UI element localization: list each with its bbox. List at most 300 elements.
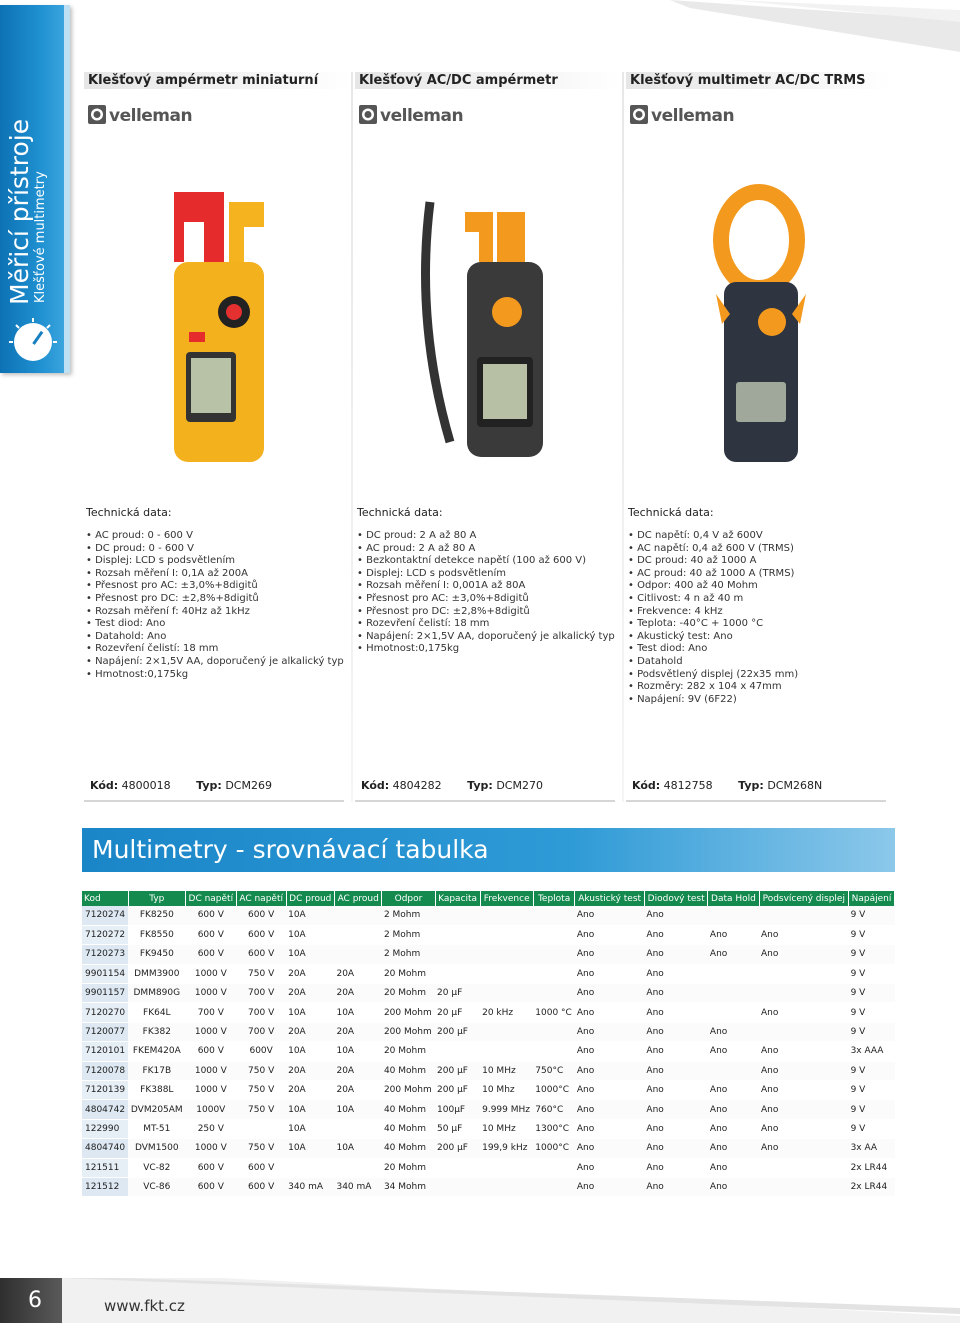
table-cell: 250 V (185, 1119, 236, 1138)
table-cell (480, 1177, 533, 1196)
table-cell (480, 964, 533, 983)
table-cell: 20A (286, 984, 334, 1003)
tech-data-heading: Technická data: (86, 506, 172, 519)
table-row (82, 906, 895, 925)
table-cell: 7120077 (82, 1022, 128, 1041)
table-cell: 121511 (82, 1158, 128, 1177)
table-row (82, 1042, 895, 1061)
table-cell: Ano (759, 1100, 849, 1119)
table-cell: 10A (286, 925, 334, 944)
table-cell: 700 V (185, 1003, 236, 1022)
table-cell: 750°C (533, 1061, 575, 1080)
table-cell: Ano (575, 1003, 645, 1022)
table-cell: 600 V (185, 925, 236, 944)
table-cell: Ano (708, 1042, 759, 1061)
column-header: Napájení (849, 891, 895, 906)
table-cell (759, 984, 849, 1003)
table-cell: Ano (759, 1139, 849, 1158)
table-cell (334, 1119, 381, 1138)
table-cell: 20A (286, 1022, 334, 1041)
table-cell: Ano (759, 1042, 849, 1061)
table-cell: 1000 V (185, 1022, 236, 1041)
type-label: Typ: (738, 779, 764, 792)
table-cell: 20 µF (435, 1003, 480, 1022)
table-cell: Ano (575, 1177, 645, 1196)
table-row (82, 1081, 895, 1100)
table-cell: 700 V (236, 984, 286, 1003)
table-cell: FK64L (128, 1003, 185, 1022)
spec-item: • Napájení: 2×1,5V AA, doporučený je alkalický typ (86, 656, 348, 669)
table-cell: 1000°C (533, 1139, 575, 1158)
table-cell: Ano (708, 1081, 759, 1100)
table-cell (533, 964, 575, 983)
table-cell: Ano (575, 1139, 645, 1158)
spec-item: • Přesnost pro AC: ±3,0%+8digitů (86, 580, 348, 593)
table-cell: Ano (708, 945, 759, 964)
table-header-row (82, 891, 895, 906)
table-cell: 750 V (236, 964, 286, 983)
table-cell: Ano (575, 964, 645, 983)
spec-item: • Napájení: 9V (6F22) (628, 694, 890, 707)
product-column-1 (84, 72, 350, 802)
table-cell: 9 V (849, 925, 895, 944)
table-cell: 10 Mhz (480, 1081, 533, 1100)
product-code: 4804282 (392, 779, 442, 792)
table-cell: 9.999 MHz (480, 1100, 533, 1119)
table-cell: MT-51 (128, 1119, 185, 1138)
column-header: Akustický test (575, 891, 645, 906)
product-title: Klešťový multimetr AC/DC TRMS (626, 72, 892, 89)
table-cell: 40 Mohm (382, 1100, 435, 1119)
table-cell: Ano (644, 1119, 708, 1138)
spec-item: • Rozsah měření I: 0,001A až 80A (357, 580, 619, 593)
table-cell: Ano (644, 1081, 708, 1100)
footer-decoration (62, 1278, 960, 1323)
table-cell: 200 µF (435, 1022, 480, 1041)
table-cell (334, 925, 381, 944)
table-cell (435, 964, 480, 983)
product-code: 4800018 (121, 779, 171, 792)
table-cell (533, 925, 575, 944)
table-cell: Ano (759, 1081, 849, 1100)
column-header: Odpor (382, 891, 435, 906)
table-cell: 10A (286, 1100, 334, 1119)
gauge-icon (14, 323, 52, 361)
table-cell (533, 945, 575, 964)
table-cell: 20A (286, 1061, 334, 1080)
table-cell: 9 V (849, 1100, 895, 1119)
table-cell: Ano (575, 906, 645, 925)
svg-text:velleman: velleman (651, 106, 735, 126)
tech-data-heading: Technická data: (357, 506, 443, 519)
table-cell: 40 Mohm (382, 1061, 435, 1080)
table-cell (708, 984, 759, 1003)
table-cell: 200 Mohm (382, 1022, 435, 1041)
table-cell: Ano (575, 945, 645, 964)
table-cell: FK9450 (128, 945, 185, 964)
spec-item: • Teplota: -40°C + 1000 °C (628, 618, 890, 631)
table-cell (533, 1042, 575, 1061)
table-cell: Ano (708, 1177, 759, 1196)
table-row (82, 964, 895, 983)
table-cell: Ano (575, 925, 645, 944)
table-cell: 600 V (185, 945, 236, 964)
table-cell: 50 µF (435, 1119, 480, 1138)
table-cell: 7120274 (82, 906, 128, 925)
spec-item: • Test diod: Ano (86, 618, 348, 631)
table-cell: 9 V (849, 945, 895, 964)
type-label: Typ: (196, 779, 222, 792)
table-cell: Ano (575, 1158, 645, 1177)
table-cell (533, 984, 575, 1003)
table-cell: 200 µF (435, 1139, 480, 1158)
table-cell: Ano (644, 945, 708, 964)
product-code-row (361, 779, 543, 792)
spec-item: • AC proud: 0 - 600 V (86, 530, 348, 543)
clamp-meter-image (385, 182, 585, 472)
table-row (82, 1177, 895, 1196)
table-cell: 7120139 (82, 1081, 128, 1100)
table-cell: DVM1500 (128, 1139, 185, 1158)
table-cell: 7120272 (82, 925, 128, 944)
table-cell: 1000V (185, 1100, 236, 1119)
tech-data-heading: Technická data: (628, 506, 714, 519)
svg-text:velleman: velleman (380, 106, 464, 126)
clamp-meter-image (656, 182, 856, 472)
table-cell: Ano (708, 1139, 759, 1158)
table-cell: FKEM420A (128, 1042, 185, 1061)
product-title: Klešťový ampérmetr miniaturní (84, 72, 350, 89)
table-cell: 1000 V (185, 1081, 236, 1100)
table-cell: Ano (644, 925, 708, 944)
table-cell (480, 925, 533, 944)
table-cell: Ano (708, 1158, 759, 1177)
table-cell (480, 945, 533, 964)
velleman-logo (88, 104, 202, 126)
table-cell: Ano (759, 925, 849, 944)
table-cell (759, 1177, 849, 1196)
spec-item: • Napájení: 2×1,5V AA, doporučený je alkalický typ (357, 631, 619, 644)
table-cell: Ano (644, 1158, 708, 1177)
table-cell (759, 1022, 849, 1041)
side-title (6, 119, 48, 305)
table-cell: Ano (708, 1022, 759, 1041)
table-cell: 2 Mohm (382, 906, 435, 925)
table-cell: Ano (575, 1042, 645, 1061)
table-cell: 1000 °C (533, 1003, 575, 1022)
table-cell: Ano (708, 1119, 759, 1138)
table-cell: Ano (708, 1100, 759, 1119)
table-cell: 10A (286, 1042, 334, 1061)
spec-item: • Rozevření čelistí: 18 mm (357, 618, 619, 631)
table-row (82, 1061, 895, 1080)
table-cell (435, 1177, 480, 1196)
table-cell (480, 1042, 533, 1061)
spec-item: • Přesnost pro DC: ±2,8%+8digitů (86, 593, 348, 606)
table-cell: DMM3900 (128, 964, 185, 983)
spec-item: • Hmotnost:0,175kg (86, 669, 348, 682)
table-cell (533, 1158, 575, 1177)
spec-list (86, 530, 348, 681)
column-header: DC napětí (185, 891, 236, 906)
table-cell: 600 V (236, 925, 286, 944)
table-row (82, 945, 895, 964)
table-cell: FK388L (128, 1081, 185, 1100)
product-code: 4812758 (663, 779, 713, 792)
table-cell (435, 906, 480, 925)
table-cell: DVM205AM (128, 1100, 185, 1119)
spec-item: • Bezkontaktní detekce napětí (100 až 600 V) (357, 555, 619, 568)
table-cell: 200 Mohm (382, 1003, 435, 1022)
table-cell: 10A (334, 1100, 381, 1119)
table-cell (759, 964, 849, 983)
spec-item: • Citlivost: 4 n až 40 m (628, 593, 890, 606)
table-cell: VC-86 (128, 1177, 185, 1196)
table-cell: 122990 (82, 1119, 128, 1138)
table-cell: 600 V (236, 945, 286, 964)
table-cell: Ano (759, 1061, 849, 1080)
column-header: Typ (128, 891, 185, 906)
table-cell: 600 V (236, 1158, 286, 1177)
table-cell (435, 1042, 480, 1061)
svg-text:velleman: velleman (109, 106, 193, 126)
table-cell: Ano (644, 984, 708, 1003)
table-cell (708, 1003, 759, 1022)
table-cell (759, 1158, 849, 1177)
table-cell: Ano (644, 1003, 708, 1022)
table-cell: 4804740 (82, 1139, 128, 1158)
velleman-logo (359, 104, 473, 126)
table-cell: 340 mA (286, 1177, 334, 1196)
column-header: AC proud (334, 891, 381, 906)
table-cell (708, 1061, 759, 1080)
table-cell: 1300°C (533, 1119, 575, 1138)
spec-item: • Displej: LCD s podsvětlením (86, 555, 348, 568)
spec-item: • Frekvence: 4 kHz (628, 606, 890, 619)
product-type: DCM270 (496, 779, 543, 792)
table-cell: Ano (644, 1100, 708, 1119)
table-cell: 10A (286, 1003, 334, 1022)
table-cell: 3x AA (849, 1139, 895, 1158)
table-row (82, 925, 895, 944)
table-cell: Ano (575, 1081, 645, 1100)
table-cell: 7120273 (82, 945, 128, 964)
table-cell: 9901154 (82, 964, 128, 983)
table-cell (334, 906, 381, 925)
table-cell: 700 V (236, 1003, 286, 1022)
table-cell: 20A (334, 1081, 381, 1100)
table-cell: 4804742 (82, 1100, 128, 1119)
table-cell: FK8250 (128, 906, 185, 925)
comparison-title: Multimetry - srovnávací tabulka (82, 828, 895, 872)
table-cell: 750 V (236, 1081, 286, 1100)
table-cell: Ano (708, 925, 759, 944)
section-title: Měřicí přístroje (5, 118, 34, 305)
table-cell (480, 906, 533, 925)
table-cell: 10A (286, 945, 334, 964)
table-cell: 600 V (236, 1177, 286, 1196)
table-cell: 3x AAA (849, 1042, 895, 1061)
table-row (82, 1022, 895, 1041)
table-cell: 1000 V (185, 1139, 236, 1158)
table-cell: 750 V (236, 1139, 286, 1158)
table-cell: 9 V (849, 1003, 895, 1022)
spec-item: • Datahold: Ano (86, 631, 348, 644)
table-cell: 20 Mohm (382, 964, 435, 983)
table-cell: 340 mA (334, 1177, 381, 1196)
table-cell: 9 V (849, 1081, 895, 1100)
table-row (82, 984, 895, 1003)
table-cell (480, 984, 533, 1003)
spec-item: • Přesnost pro DC: ±2,8%+8digitů (357, 606, 619, 619)
table-cell: 2x LR44 (849, 1158, 895, 1177)
column-header: DC proud (286, 891, 334, 906)
column-header: Kapacita (435, 891, 480, 906)
table-cell (236, 1119, 286, 1138)
table-cell: 20 Mohm (382, 984, 435, 1003)
table-cell: 600 V (185, 1042, 236, 1061)
table-cell: 20A (334, 1022, 381, 1041)
spec-item: • DC proud: 0 - 600 V (86, 543, 348, 556)
table-cell: 600V (236, 1042, 286, 1061)
table-cell: 20 µF (435, 984, 480, 1003)
spec-item: • Displej: LCD s podsvětlením (357, 568, 619, 581)
table-cell: 750 V (236, 1100, 286, 1119)
table-cell: 760°C (533, 1100, 575, 1119)
table-cell: DMM890G (128, 984, 185, 1003)
table-cell: 600 V (236, 906, 286, 925)
table-row (82, 1100, 895, 1119)
table-cell: 121512 (82, 1177, 128, 1196)
table-cell: 2 Mohm (382, 925, 435, 944)
table-row (82, 1139, 895, 1158)
spec-list (357, 530, 619, 656)
column-separator (351, 72, 353, 802)
table-cell: 34 Mohm (382, 1177, 435, 1196)
table-cell: FK8550 (128, 925, 185, 944)
table-cell: 1000 V (185, 984, 236, 1003)
table-cell: 1000°C (533, 1081, 575, 1100)
spec-item: • DC proud: 40 až 1000 A (628, 555, 890, 568)
table-cell: 10A (334, 1139, 381, 1158)
column-header: Teplota (533, 891, 575, 906)
table-cell: 600 V (185, 1158, 236, 1177)
table-cell: Ano (575, 1100, 645, 1119)
table-cell: FK17B (128, 1061, 185, 1080)
table-cell: 10 MHz (480, 1119, 533, 1138)
table-row (82, 1119, 895, 1138)
table-cell: 9 V (849, 1061, 895, 1080)
table-cell: 7120078 (82, 1061, 128, 1080)
spec-item: • Test diod: Ano (628, 643, 890, 656)
product-title: Klešťový AC/DC ampérmetr (355, 72, 621, 89)
table-cell: 9 V (849, 1119, 895, 1138)
table-cell: Ano (575, 1119, 645, 1138)
table-cell: Ano (644, 1022, 708, 1041)
table-cell: 1000 V (185, 1061, 236, 1080)
column-header: Frekvence (480, 891, 533, 906)
table-cell: Ano (644, 906, 708, 925)
product-column-3 (626, 72, 892, 802)
table-cell: Ano (644, 1042, 708, 1061)
spec-item: • Datahold (628, 656, 890, 669)
table-cell: 200 µF (435, 1061, 480, 1080)
clamp-meter-image (114, 182, 314, 472)
table-cell (533, 906, 575, 925)
table-cell: 750 V (236, 1061, 286, 1080)
table-cell (708, 964, 759, 983)
comparison-table (82, 891, 895, 1197)
section-subtitle: Klešťové multimetry (33, 171, 48, 303)
spec-item: • AC napětí: 0,4 až 600 V (TRMS) (628, 543, 890, 556)
table-row (82, 1158, 895, 1177)
product-code-row (632, 779, 822, 792)
spec-item: • Přesnost pro AC: ±3,0%+8digitů (357, 593, 619, 606)
spec-item: • AC proud: 2 A až 80 A (357, 543, 619, 556)
column-header: Podsvícený displej (759, 891, 849, 906)
table-cell: Ano (644, 1177, 708, 1196)
column-header: Kod (82, 891, 128, 906)
table-cell: 600 V (185, 906, 236, 925)
table-cell: 600 V (185, 1177, 236, 1196)
table-cell: Ano (644, 964, 708, 983)
table-cell: 20 Mohm (382, 1042, 435, 1061)
table-cell: 9 V (849, 1022, 895, 1041)
table-cell (435, 945, 480, 964)
side-tab (0, 5, 70, 373)
table-cell: 20A (334, 964, 381, 983)
table-cell: Ano (759, 945, 849, 964)
spec-item: • Rozsah měření f: 40Hz až 1kHz (86, 606, 348, 619)
table-cell: 199,9 kHz (480, 1139, 533, 1158)
table-cell: 10A (334, 1003, 381, 1022)
table-cell: 20A (334, 1061, 381, 1080)
page-number: 6 (0, 1278, 62, 1323)
table-cell: 200 Mohm (382, 1081, 435, 1100)
footer-band (62, 1278, 960, 1323)
table-row (82, 1003, 895, 1022)
spec-list (628, 530, 890, 706)
website-link[interactable]: www.fkt.cz (104, 1297, 185, 1315)
spec-item: • Rozevření čelistí: 18 mm (86, 643, 348, 656)
divider (355, 800, 615, 802)
table-cell: Ano (644, 1139, 708, 1158)
product-type: DCM269 (225, 779, 272, 792)
spec-item: • DC napětí: 0,4 V až 600V (628, 530, 890, 543)
spec-item: • Hmotnost:0,175kg (357, 643, 619, 656)
table-cell: 10 MHz (480, 1061, 533, 1080)
table-cell: FK382 (128, 1022, 185, 1041)
spec-item: • Akustický test: Ano (628, 631, 890, 644)
product-type: DCM268N (767, 779, 823, 792)
spec-item: • Odpor: 400 až 40 Mohm (628, 580, 890, 593)
table-cell: Ano (575, 984, 645, 1003)
table-cell: Ano (759, 1119, 849, 1138)
column-header: Data Hold (708, 891, 759, 906)
table-cell (480, 1158, 533, 1177)
spec-item: • Podsvětlený displej (22x35 mm) (628, 669, 890, 682)
table-cell: 1000 V (185, 964, 236, 983)
spec-item: • Rozměry: 282 x 104 x 47mm (628, 681, 890, 694)
spec-item: • Rozsah měření I: 0,1A až 200A (86, 568, 348, 581)
code-label: Kód: (632, 779, 661, 792)
table-cell: 20 kHz (480, 1003, 533, 1022)
table-cell: 20A (334, 984, 381, 1003)
column-header: AC napětí (236, 891, 286, 906)
divider (84, 800, 344, 802)
divider (626, 800, 886, 802)
table-cell: 2x LR44 (849, 1177, 895, 1196)
